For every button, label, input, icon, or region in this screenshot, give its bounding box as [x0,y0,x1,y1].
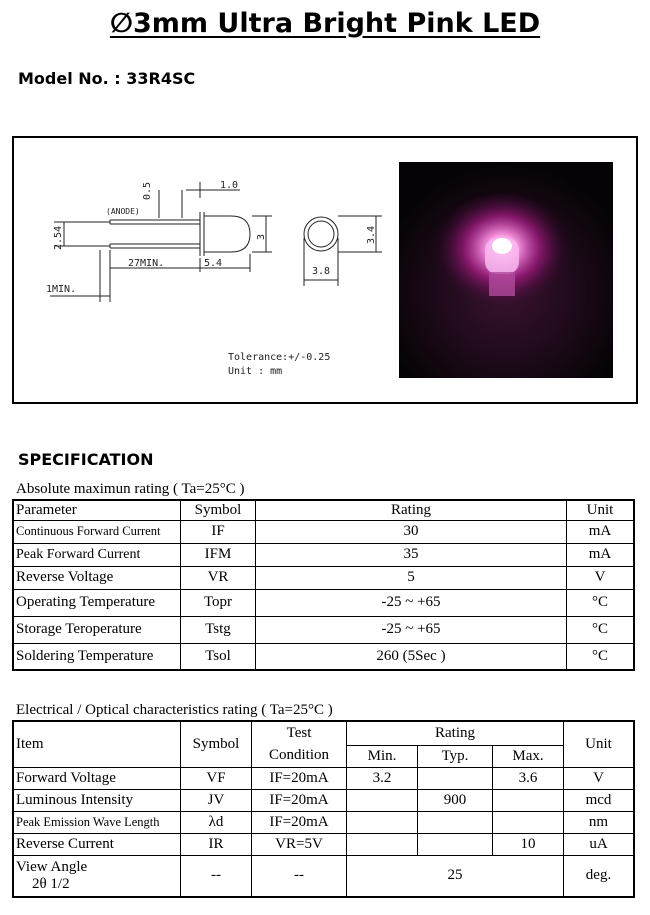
dim-3-4: 3.4 [366,225,377,244]
table-row [13,543,634,566]
cell-parameter: Operating Temperature [13,589,181,616]
table-row [13,520,634,543]
cell-condition: -- [252,855,347,897]
cell-symbol: IR [181,833,252,855]
dim-27min: 27MIN. [128,258,165,269]
cell-parameter: Peak Forward Current [13,543,181,566]
table-row [13,833,634,855]
header-item: Item [13,721,181,767]
cell-unit: mA [567,543,635,566]
cell-rating: 35 [256,543,567,566]
cell-typ [418,811,493,833]
dim-2-54: 2.54 [53,225,64,250]
led-photo [399,162,613,378]
cell-item: Luminous Intensity [13,789,181,811]
page-title: ∅3mm Ultra Bright Pink LED [109,8,541,39]
cell-item: Peak Emission Wave Length [13,811,181,833]
header-rating: Rating [347,721,564,745]
header-unit: Unit [567,500,635,520]
cell-symbol: IF [181,520,256,543]
cell-condition: IF=20mA [252,789,347,811]
eo-table [12,720,635,898]
dim-0-5: 0.5 [142,181,153,200]
cell-typ [418,767,493,789]
dim-5-4: 5.4 [204,258,223,269]
cell-rating: 30 [256,520,567,543]
header-test: Test [252,721,347,745]
cell-unit: mcd [564,789,635,811]
table-row [13,566,634,589]
cell-unit: deg. [564,855,635,897]
cell-rating: -25 ~ +65 [256,589,567,616]
dimension-drawing [14,138,394,402]
view-angle-label: View Angle [16,858,88,875]
cell-condition: IF=20mA [252,811,347,833]
model-number: Model No. : 33R4SC [18,69,196,88]
cell-rating: 25 [347,855,564,897]
abs-max-table [12,499,635,671]
cell-parameter: Continuous Forward Current [13,520,181,543]
table-row [13,589,634,616]
header-parameter: Parameter [13,500,181,520]
dim-3: 3 [256,233,267,240]
cell-symbol: λd [181,811,252,833]
cell-symbol: Topr [181,589,256,616]
cell-symbol: Tstg [181,616,256,643]
cell-condition: IF=20mA [252,767,347,789]
header-rating: Rating [256,500,567,520]
table-header-row [13,721,634,745]
cell-item: Reverse Current [13,833,181,855]
cell-max: 3.6 [493,767,564,789]
cell-unit: °C [567,643,635,670]
led-outline [110,212,250,256]
cell-max [493,811,564,833]
table-row [13,643,634,670]
table-row [13,767,634,789]
header-typ: Typ. [418,745,493,767]
view-angle-symbol: 2θ 1/2 [32,875,70,892]
cell-item [13,855,181,897]
cell-symbol: IFM [181,543,256,566]
dim-3-8: 3.8 [312,266,331,277]
cell-rating: 260 (5Sec ) [256,643,567,670]
cell-max: 10 [493,833,564,855]
cell-unit: nm [564,811,635,833]
specification-heading: SPECIFICATION [18,450,154,469]
abs-max-caption: Absolute maximun rating ( Ta=25°C ) [16,481,245,497]
cell-symbol: VR [181,566,256,589]
header-unit: Unit [564,721,635,767]
eo-caption: Electrical / Optical characteristics rating ( Ta=25°C ) [16,702,333,718]
cell-min [347,811,418,833]
cell-parameter: Reverse Voltage [13,566,181,589]
cell-typ [418,833,493,855]
cell-unit: mA [567,520,635,543]
cell-parameter: Storage Teroperature [13,616,181,643]
dim-1min: 1MIN. [46,284,77,295]
cell-min: 3.2 [347,767,418,789]
anode-label: (ANODE) [106,207,140,216]
cell-item: Forward Voltage [13,767,181,789]
header-symbol: Symbol [181,721,252,767]
dim-1-0: 1.0 [220,180,239,191]
cell-unit: V [564,767,635,789]
cell-symbol: VF [181,767,252,789]
cell-symbol: -- [181,855,252,897]
table-row [13,811,634,833]
header-condition: Condition [252,745,347,767]
cell-rating: 5 [256,566,567,589]
tolerance-note: Tolerance:+/-0.25 [228,352,331,363]
unit-note: Unit : mm [228,366,283,377]
header-max: Max. [493,745,564,767]
header-symbol: Symbol [181,500,256,520]
cell-unit: V [567,566,635,589]
cell-condition: VR=5V [252,833,347,855]
header-min: Min. [347,745,418,767]
cell-parameter: Soldering Temperature [13,643,181,670]
table-row [13,789,634,811]
cell-rating: -25 ~ +65 [256,616,567,643]
cell-min [347,833,418,855]
table-row [13,616,634,643]
drawing-frame [12,136,638,404]
cell-unit: °C [567,589,635,616]
cell-typ: 900 [418,789,493,811]
cell-unit: °C [567,616,635,643]
cell-min [347,789,418,811]
cell-symbol: JV [181,789,252,811]
cell-symbol: Tsol [181,643,256,670]
table-row [13,855,634,897]
table-header-row [13,500,634,520]
cell-unit: uA [564,833,635,855]
cell-max [493,789,564,811]
